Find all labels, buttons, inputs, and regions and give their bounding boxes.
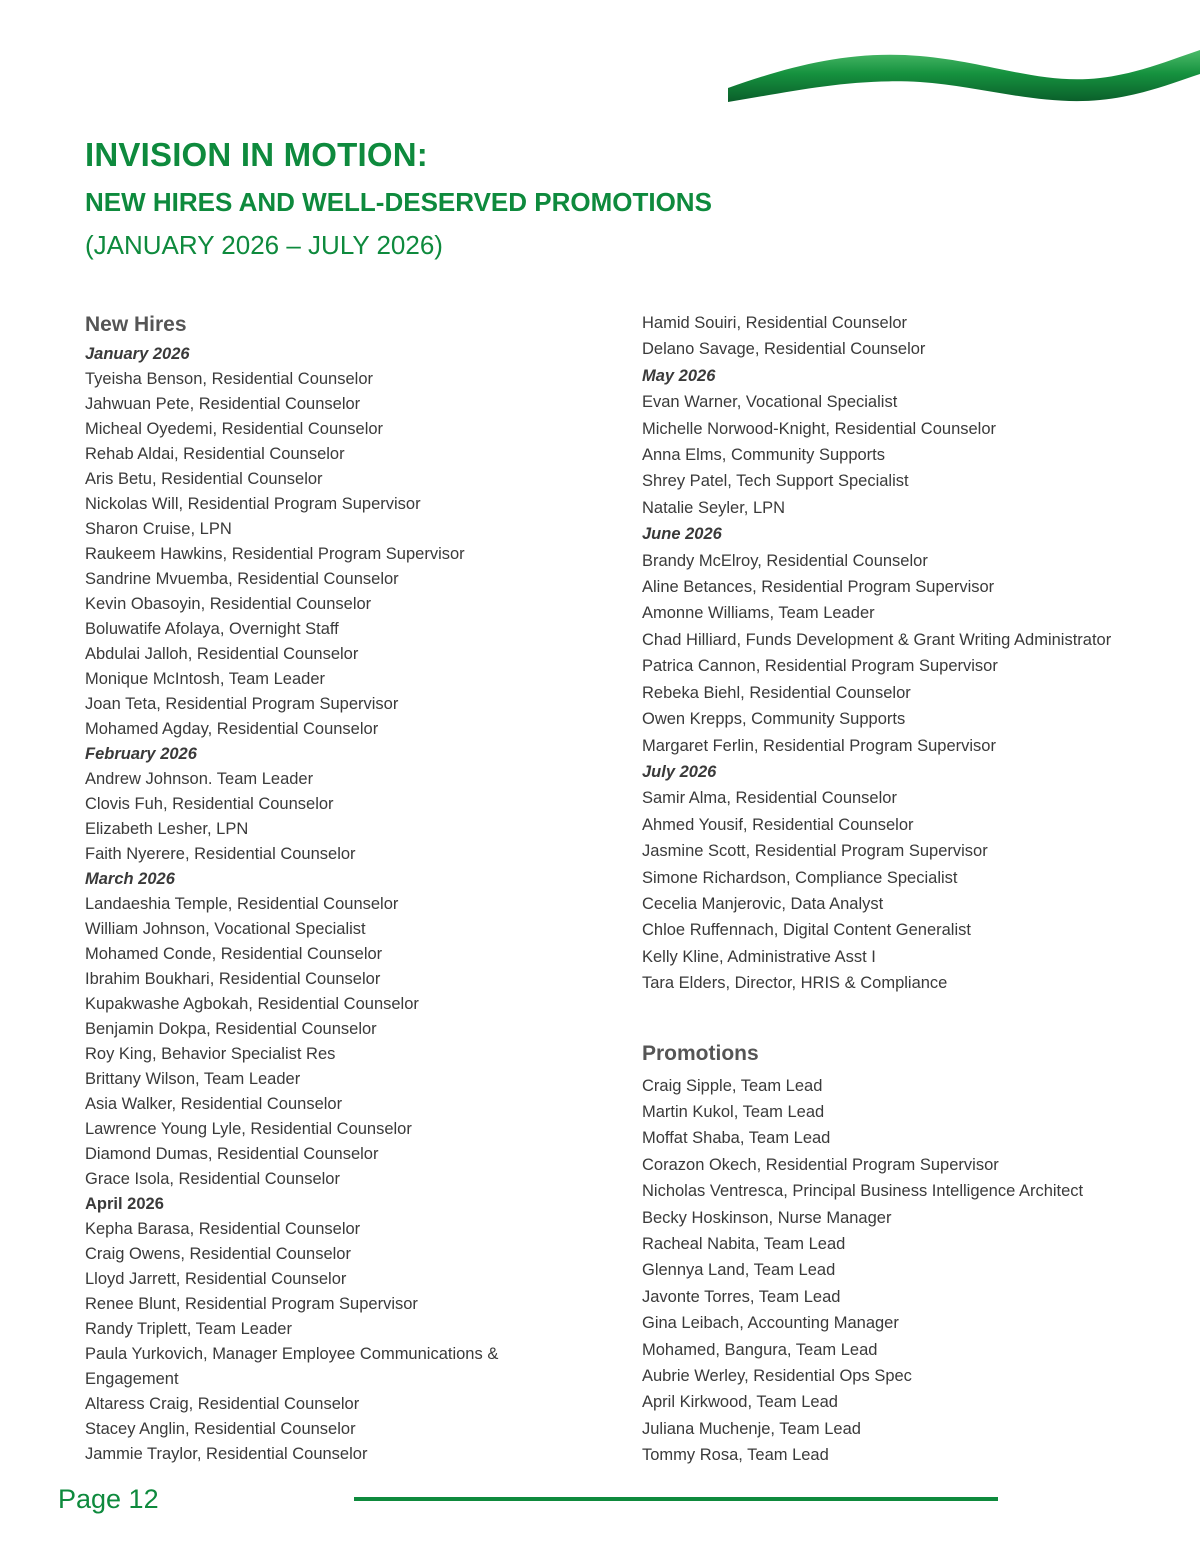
list-item: Rehab Aldai, Residential Counselor: [85, 445, 345, 463]
list-item: Craig Owens, Residential Counselor: [85, 1245, 351, 1263]
date-range: (JANUARY 2026 – JULY 2026): [85, 230, 443, 260]
list-item: Simone Richardson, Compliance Specialist: [642, 868, 958, 887]
march-list: [85, 892, 555, 1192]
list-item: Rebeka Biehl, Residential Counselor: [642, 683, 911, 702]
list-item: Cecelia Manjerovic, Data Analyst: [642, 894, 884, 913]
list-item: Samir Alma, Residential Counselor: [642, 789, 897, 808]
footer-rule: [354, 1497, 998, 1501]
list-item: Corazon Okech, Residential Program Supervisor: [642, 1155, 999, 1174]
list-item: Shrey Patel, Tech Support Specialist: [642, 472, 909, 491]
list-item: Asia Walker, Residential Counselor: [85, 1095, 343, 1113]
list-item: Sharon Cruise, LPN: [85, 520, 232, 538]
list-item: Lloyd Jarrett, Residential Counselor: [85, 1270, 347, 1288]
month-heading-july: July 2026: [642, 762, 717, 781]
list-item: Moffat Shaba, Team Lead: [642, 1129, 831, 1148]
list-item: Nicholas Ventresca, Principal Business Intelligence Architect: [642, 1182, 1084, 1201]
list-item: Chad Hilliard, Funds Development & Grant Writing Administrator: [642, 630, 1112, 649]
list-item: Kevin Obasoyin, Residential Counselor: [85, 595, 372, 613]
list-item: Stacey Anglin, Residential Counselor: [85, 1420, 356, 1438]
list-item: Tommy Rosa, Team Lead: [642, 1446, 829, 1465]
promotions-heading: Promotions: [642, 1041, 759, 1065]
july-list: [642, 785, 1182, 996]
list-item: Monique McIntosh, Team Leader: [85, 670, 325, 688]
month-heading-january: January 2026: [85, 345, 190, 363]
list-item: Javonte Torres, Team Lead: [642, 1287, 841, 1306]
list-item: Landaeshia Temple, Residential Counselor: [85, 895, 399, 913]
list-item: Engagement: [85, 1370, 179, 1388]
list-item: Glennya Land, Team Lead: [642, 1261, 836, 1280]
list-item: Chloe Ruffennach, Digital Content Generalist: [642, 921, 971, 940]
list-item: Amonne Williams, Team Leader: [642, 604, 875, 623]
month-heading-may: May 2026: [642, 366, 716, 385]
left-column: [85, 313, 555, 1467]
list-item: Benjamin Dokpa, Residential Counselor: [85, 1020, 377, 1038]
april-list-part1: [85, 1217, 555, 1467]
list-item: Craig Sipple, Team Lead: [642, 1076, 823, 1095]
page-number: Page 12: [58, 1484, 159, 1514]
list-item: Aris Betu, Residential Counselor: [85, 470, 323, 488]
list-item: Andrew Johnson. Team Leader: [85, 770, 314, 788]
page-title: INVISION IN MOTION:: [85, 136, 428, 173]
list-item: Martin Kukol, Team Lead: [642, 1102, 825, 1121]
february-list: [85, 767, 555, 867]
list-item: Juliana Muchenje, Team Lead: [642, 1419, 861, 1438]
list-item: Sandrine Mvuemba, Residential Counselor: [85, 570, 399, 588]
april-list-part2: [642, 310, 1182, 363]
list-item: Boluwatife Afolaya, Overnight Staff: [85, 620, 339, 638]
list-item: Grace Isola, Residential Counselor: [85, 1170, 340, 1188]
list-item: Tara Elders, Director, HRIS & Compliance: [642, 974, 948, 993]
new-hires-heading: New Hires: [85, 313, 187, 336]
list-item: William Johnson, Vocational Specialist: [85, 920, 366, 938]
list-item: Lawrence Young Lyle, Residential Counselor: [85, 1120, 412, 1138]
may-list: [642, 389, 1182, 521]
list-item: Brandy McElroy, Residential Counselor: [642, 551, 928, 570]
promotions-list: [642, 1073, 1182, 1469]
list-item: Ibrahim Boukhari, Residential Counselor: [85, 970, 381, 988]
list-item: Mohamed Conde, Residential Counselor: [85, 945, 383, 963]
page-subtitle: NEW HIRES AND WELL-DESERVED PROMOTIONS: [85, 187, 712, 217]
list-item: Renee Blunt, Residential Program Supervisor: [85, 1295, 418, 1313]
list-item: Jasmine Scott, Residential Program Supervisor: [642, 842, 988, 861]
list-item: Raukeem Hawkins, Residential Program Supervisor: [85, 545, 465, 563]
list-item: Anna Elms, Community Supports: [642, 446, 886, 465]
list-item: Margaret Ferlin, Residential Program Supervisor: [642, 736, 996, 755]
list-item: Kepha Barasa, Residential Counselor: [85, 1220, 361, 1238]
list-item: Aubrie Werley, Residential Ops Spec: [642, 1367, 912, 1386]
list-item: Jammie Traylor, Residential Counselor: [85, 1445, 368, 1463]
list-item: Owen Krepps, Community Supports: [642, 710, 906, 729]
list-item: Joan Teta, Residential Program Supervisor: [85, 695, 399, 713]
list-item: Nickolas Will, Residential Program Supervisor: [85, 495, 421, 513]
list-item: Jahwuan Pete, Residential Counselor: [85, 395, 361, 413]
list-item: Delano Savage, Residential Counselor: [642, 340, 926, 359]
month-heading-february: February 2026: [85, 745, 197, 763]
list-item: Aline Betances, Residential Program Supervisor: [642, 578, 995, 597]
list-item: Tyeisha Benson, Residential Counselor: [85, 370, 374, 388]
list-item: Kelly Kline, Administrative Asst I: [642, 947, 876, 966]
list-item: Randy Triplett, Team Leader: [85, 1320, 292, 1338]
list-item: Racheal Nabita, Team Lead: [642, 1235, 846, 1253]
list-item: Kupakwashe Agbokah, Residential Counselor: [85, 995, 419, 1013]
list-item: Altaress Craig, Residential Counselor: [85, 1395, 360, 1413]
list-item: Mohamed Agday, Residential Counselor: [85, 720, 379, 738]
list-item: Diamond Dumas, Residential Counselor: [85, 1145, 379, 1163]
list-item: Michelle Norwood-Knight, Residential Counselor: [642, 419, 997, 438]
list-item: April Kirkwood, Team Lead: [642, 1393, 838, 1412]
list-item: Micheal Oyedemi, Residential Counselor: [85, 420, 384, 438]
list-item: Paula Yurkovich, Manager Employee Communications &: [85, 1345, 499, 1363]
month-heading-june: June 2026: [642, 525, 722, 544]
list-item: Patrica Cannon, Residential Program Supervisor: [642, 657, 998, 676]
january-list: [85, 367, 555, 742]
list-item: Becky Hoskinson, Nurse Manager: [642, 1208, 892, 1227]
month-heading-april: April 2026: [85, 1195, 164, 1213]
list-item: Evan Warner, Vocational Specialist: [642, 393, 898, 412]
list-item: Mohamed, Bangura, Team Lead: [642, 1340, 878, 1359]
month-heading-march: March 2026: [85, 870, 175, 888]
right-column: [642, 310, 1182, 1469]
list-item: Faith Nyerere, Residential Counselor: [85, 845, 356, 863]
list-item: Natalie Seyler, LPN: [642, 498, 786, 517]
list-item: Ahmed Yousif, Residential Counselor: [642, 815, 914, 834]
list-item: Clovis Fuh, Residential Counselor: [85, 795, 334, 813]
june-list: [642, 548, 1182, 759]
green-wave-decoration: [720, 30, 1200, 110]
list-item: Roy King, Behavior Specialist Res: [85, 1045, 336, 1063]
list-item: Hamid Souiri, Residential Counselor: [642, 314, 908, 332]
list-item: Abdulai Jalloh, Residential Counselor: [85, 645, 359, 663]
list-item: Elizabeth Lesher, LPN: [85, 820, 249, 838]
list-item: Brittany Wilson, Team Leader: [85, 1070, 301, 1088]
list-item: Gina Leibach, Accounting Manager: [642, 1314, 899, 1333]
